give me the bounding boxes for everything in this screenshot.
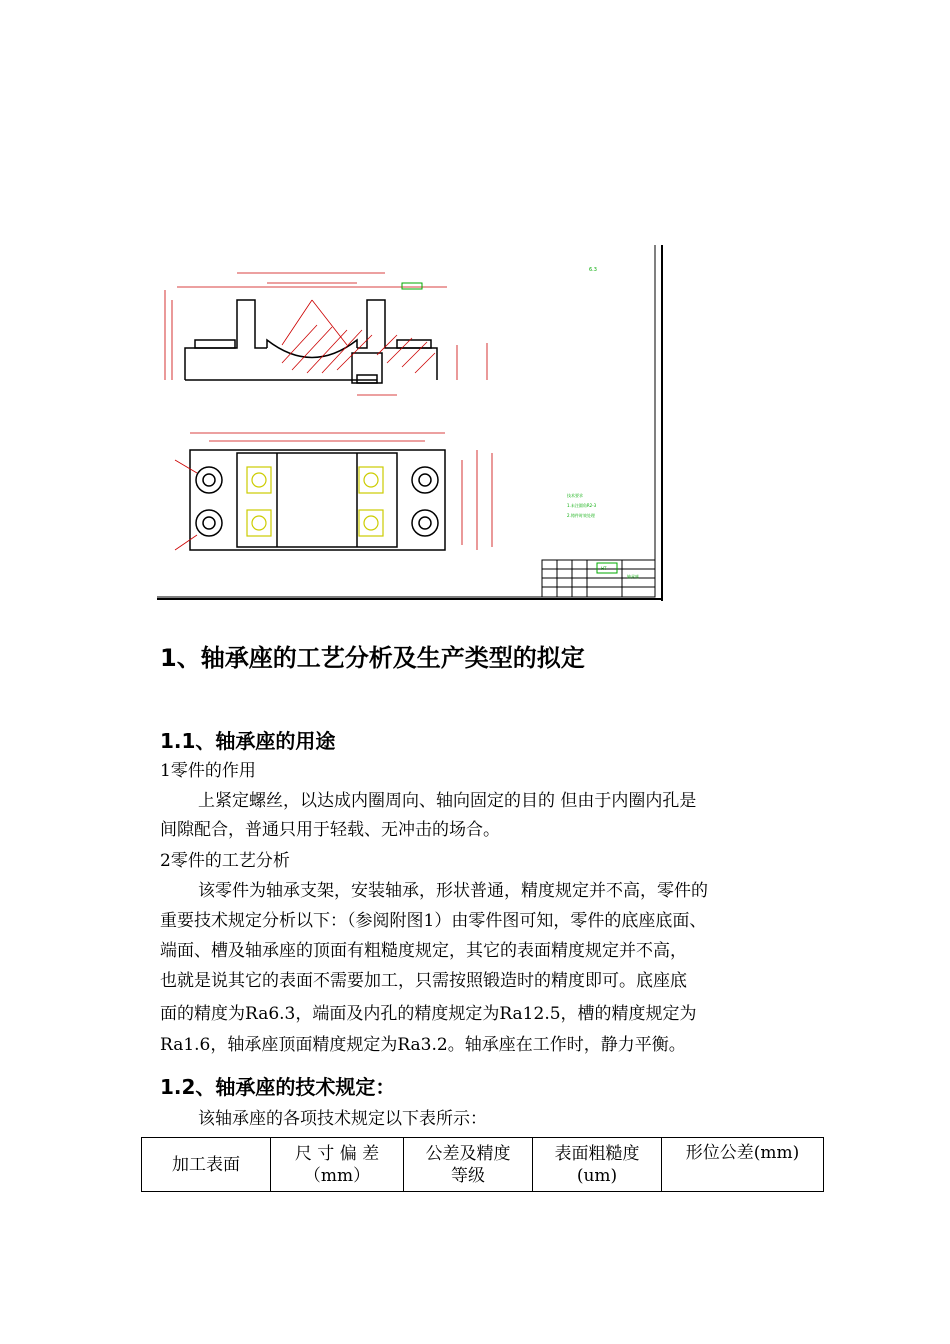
table-header-row <box>142 1138 824 1192</box>
para1-line1: 上紧定螺丝，以达成内圈周向、轴向固定的目的 但由于内圈内孔是 <box>198 791 697 811</box>
section-1-title: 1、轴承座的工艺分析及生产类型的拟定 <box>160 644 585 672</box>
tech-spec-table <box>141 1137 824 1192</box>
para2-line4: 也就是说其它的表面不需要加工，只需按照锻造时的精度即可。底座底 <box>160 971 687 991</box>
sub-heading-2: 2零件的工艺分析 <box>160 851 290 871</box>
para2-line5: 面的精度为Ra6.3，端面及内孔的精度规定为Ra12.5，槽的精度规定为 <box>160 1004 697 1024</box>
titleblock-name: 轴承座 <box>627 574 639 579</box>
bearing-housing-drawing <box>157 245 665 602</box>
tolerance-frame <box>402 283 422 289</box>
tech-notes <box>567 492 597 518</box>
section-hatch <box>282 325 435 373</box>
titleblock-material: HT <box>601 566 607 571</box>
header-cell: 形位公差(mm) <box>662 1138 824 1192</box>
header-cell: 加工表面 <box>142 1138 271 1192</box>
header-cell: 尺 寸 偏 差 （mm） <box>271 1138 404 1192</box>
counterbore-marks <box>247 467 383 536</box>
top-view <box>190 450 445 550</box>
para2-line3: 端面、槽及轴承座的顶面有粗糙度规定，其它的表面精度规定并不高， <box>160 941 687 961</box>
section-1-1-title: 1.1、轴承座的用途 <box>160 729 336 753</box>
para2-line6: Ra1.6，轴承座顶面精度规定为Ra3.2。轴承座在工作时，静力平衡。 <box>160 1035 686 1055</box>
sub-heading-1: 1零件的作用 <box>160 761 256 781</box>
section-1-2-title: 1.2、轴承座的技术规定： <box>160 1075 396 1099</box>
svg-text:1.未注圆角R2-3: 1.未注圆角R2-3 <box>567 503 597 508</box>
svg-text:6.3: 6.3 <box>589 267 597 273</box>
table-intro: 该轴承座的各项技术规定以下表所示： <box>198 1109 487 1129</box>
svg-text:技术要求: 技术要求 <box>567 493 583 498</box>
para2-line2: 重要技术规定分析以下：（参阅附图1）由零件图可知，零件的底座底面、 <box>160 911 707 931</box>
header-cell: 公差及精度 等级 <box>404 1138 533 1192</box>
para1-line2: 间隙配合，普通只用于轻载、无冲击的场合。 <box>160 820 500 840</box>
front-view <box>185 300 437 383</box>
svg-text:2.铸件时效处理: 2.铸件时效处理 <box>567 513 595 518</box>
para2-line1: 该零件为轴承支架，安装轴承，形状普通，精度规定并不高，零件的 <box>198 881 708 901</box>
header-cell: 表面粗糙度 (um) <box>533 1138 662 1192</box>
